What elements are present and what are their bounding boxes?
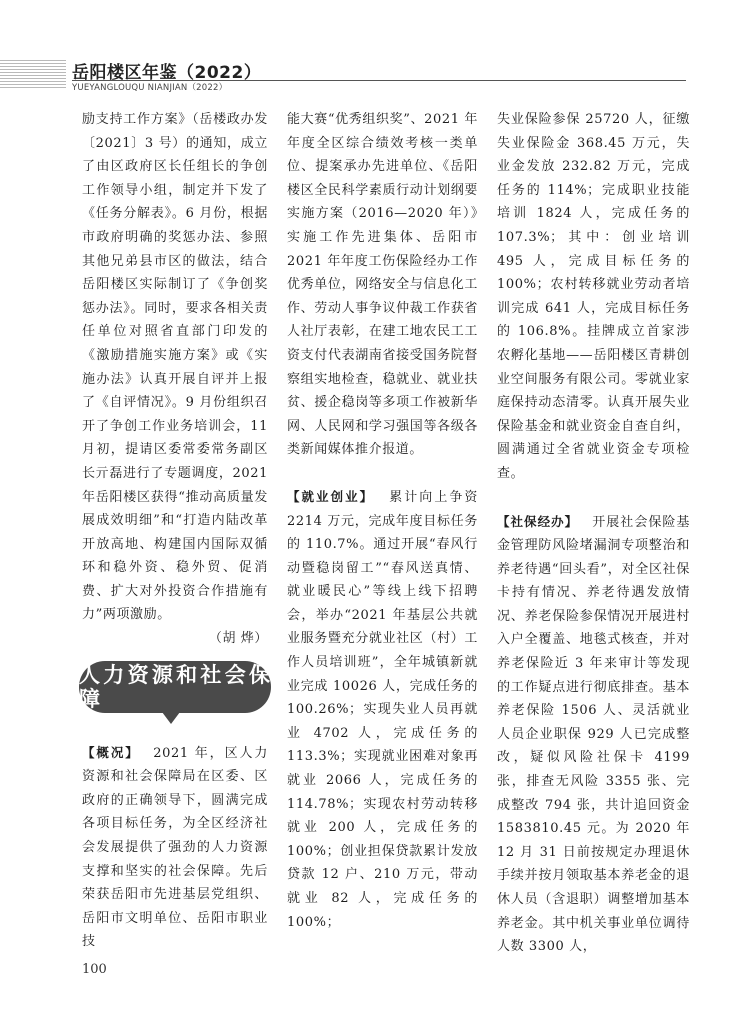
text-column-2	[287, 108, 478, 934]
paragraph-unemployment-insurance: 失业保险参保 25720 人，征缴失业保险金 368.45 万元，失业金发放 232.82 万元，完成任务的 114%；完成职业技能培训 1824 人，完成任务的 107.3%；其中：创业培训 495 人，完成目标任务的 100%；农村转移就业劳动者培训完成 641 人，完成目标任务的 106.8%。挂牌成立首家涉农孵化基地——岳阳楼区青耕创业空间服务有限公司。零就业家庭保持动态清零。认真开展失业保险基金和就业资金自查自纠，圆满通过全省就业资金专项检查。	[497, 112, 690, 481]
section-banner	[79, 661, 271, 741]
page-number: 100	[82, 962, 107, 977]
employment-heading: 【就业创业】	[287, 488, 375, 504]
overview-heading: 【概况】	[82, 744, 140, 760]
social-insurance-text: 开展社会保险基金管理防风险堵漏洞专项整治和养老待遇“回头看”，对全区社保卡持有情况、养老待遇发放情况、养老保险参保情况开展进村入户全覆盖、地毯式核查，并对养老保险近 3 年来审计等发现的工作疑点进行彻底排查。基本养老保险 1506 人、灵活就业人员企业职保 929 人已完成整改，疑似风险社保卡 4199 张，排查无风险 3355 张、完成整改 794 张，共计追回资金 1583810.45 元。为 2020 年 12 月 31 日前按规定办理退休手续并按月领取基本养老金的退休人员（含退职）调整增加基本养老金。其中机关事业单位调待人数 3300 人，	[497, 514, 691, 955]
text-column-1	[79, 108, 271, 954]
paragraph-overview	[82, 741, 268, 954]
overview-text: 2021 年，区人力资源和社会保障局在区委、区政府的正确领导下，圆满完成各项目标任务，为全区经济社会发展提供了强劲的人力资源支撑和坚实的社会保障。先后荣获岳阳市先进基层党组织、岳阳市文明单位、岳阳市职业技	[82, 745, 269, 950]
running-header-title: 岳阳楼区年鉴（2022）	[72, 63, 262, 83]
paragraph-employment	[287, 485, 478, 934]
paragraph-social-insurance	[497, 510, 690, 959]
header-stripes-decoration	[0, 60, 66, 88]
banner-pointer-decoration	[162, 712, 180, 724]
section-banner-shape	[79, 661, 271, 713]
running-header-subtitle: YUEYANGLOUQU NIANJIAN（2022）	[72, 83, 228, 93]
author-signature: （胡 烨）	[208, 631, 268, 647]
section-title: 人力资源和社会保障	[79, 662, 271, 711]
social-insurance-heading: 【社保经办】	[497, 513, 579, 529]
paragraph-honors: 能大赛“优秀组织奖”、2021 年年度全区综合绩效考核一类单位、提案承办先进单位、《岳阳楼区全民科学素质行动计划纲要实施方案（2016—2020 年）》实施工作先进集体、岳阳市 2021 年年度工伤保险经办工作优秀单位，网络安全与信息化工作、劳动人事争议仲裁工作获省人社厅表彰，在建工地农民工工资支付代表湖南省接受国务院督察组实地检查，稳就业、就业扶贫、援企稳岗等多项工作被新华网、人民网和学习强国等各级各类新闻媒体推介报道。	[287, 112, 478, 458]
paragraph-incentive-work: 励支持工作方案》（岳楼政办发〔2021〕3 号）的通知，成立了由区政府区长任组长的争创工作领导小组，制定并下发了《任务分解表》。6 月份，根据市政府明确的奖惩办法、参照其他兄弟县市区的做法，结合岳阳楼区实际制订了《争创奖惩办法》。同时，要求各相关责任单位对照省直部门印发的《激励措施实施方案》或《实施办法》认真开展自评并上报了《自评情况》。9 月份组织召开了争创工作业务培训会，11 月初，提请区委常委常务副区长亓磊进行了专题调度，2021 年岳阳楼区获得“推动高质量发展成效明细”和“打造内陆改革开放高地、构建国内国际双循环和稳外资、稳外贸、促消费、扩大对外投资合作措施有力”两项激励。	[82, 112, 268, 623]
employment-text: 累计向上争资 2214 万元，完成年度目标任务的 110.7%。通过开展“春风行动暨稳岗留工”“春风送真情、就业暖民心”等线上线下招聘会，举办“2021 年基层公共就业服务暨充分就业社区（村）工作人员培训班”，全年城镇新就业完成 10026 人，完成任务的 100.26%；实现失业人员再就业 4702 人，完成任务的 113.3%；实现就业困难对象再就业 2066 人，完成任务的 114.78%；实现农村劳动转移就业 200 人，完成任务的 100%；创业担保贷款累计发放贷款 12 户、210 万元，带动就业 82 人，完成任务的 100%；	[287, 489, 478, 930]
text-column-3	[497, 108, 690, 959]
